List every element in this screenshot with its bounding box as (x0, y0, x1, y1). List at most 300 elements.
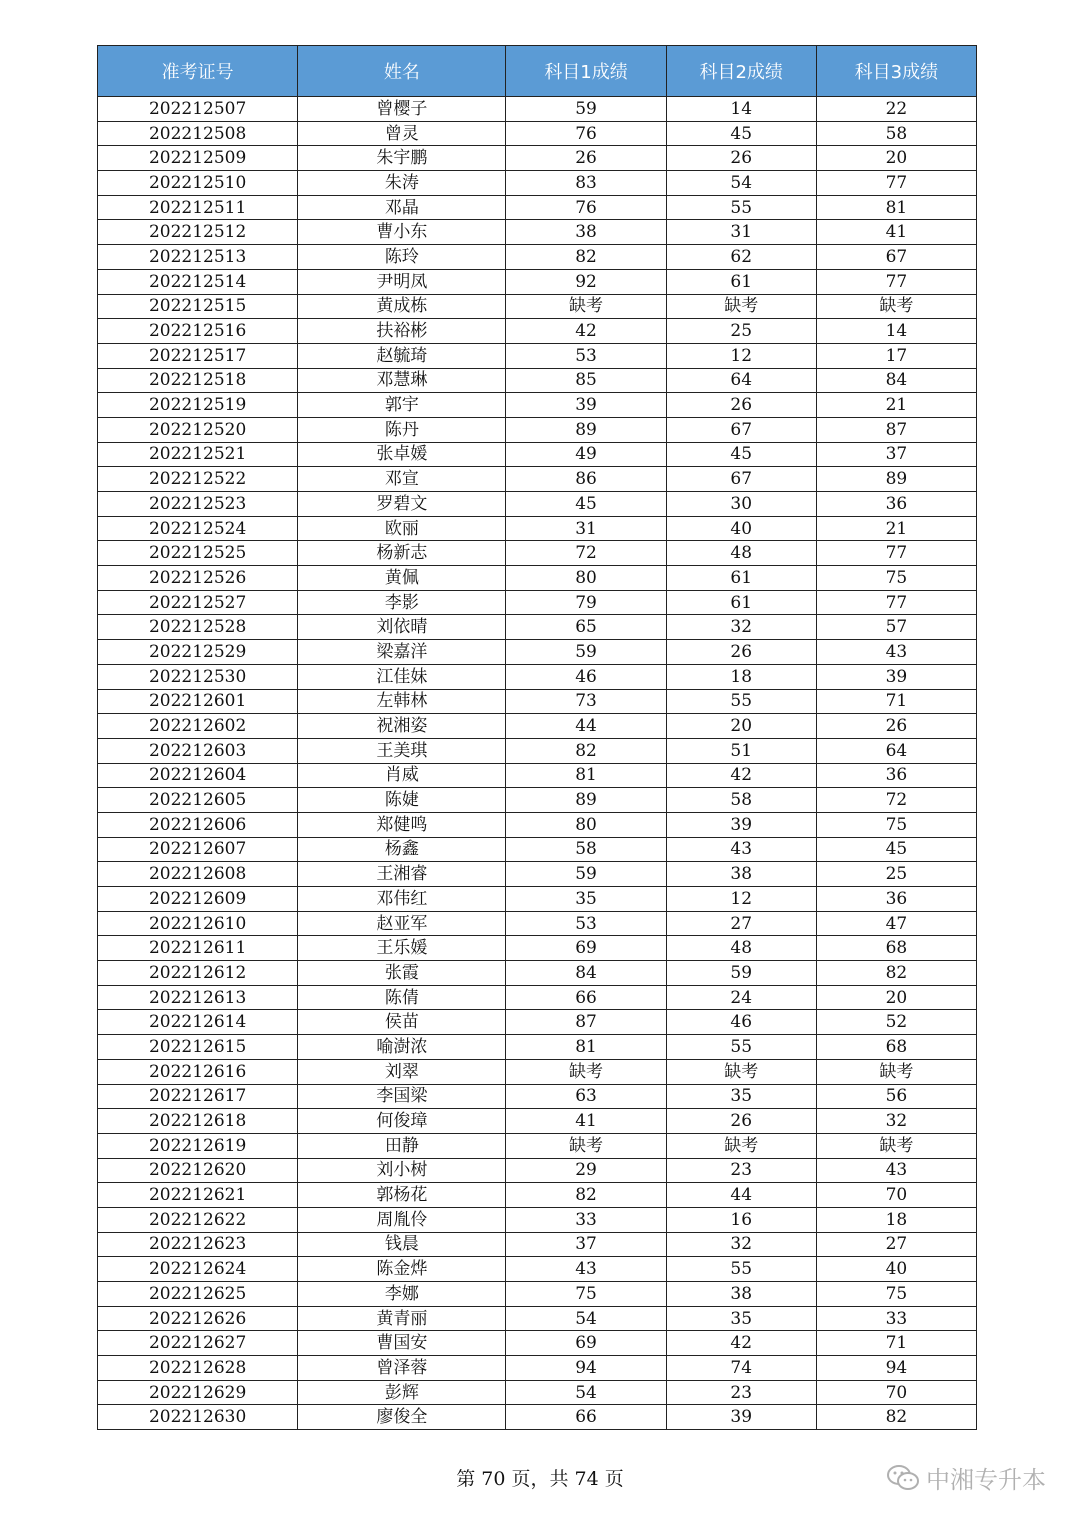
cell-subject1: 37 (506, 1232, 666, 1257)
table-row (98, 442, 977, 467)
cell-subject2: 61 (666, 590, 816, 615)
cell-subject3: 84 (816, 368, 976, 393)
cell-subject1: 79 (506, 590, 666, 615)
cell-subject1: 53 (506, 343, 666, 368)
cell-subject2: 44 (666, 1183, 816, 1208)
cell-subject2: 45 (666, 121, 816, 146)
cell-subject1: 49 (506, 442, 666, 467)
cell-name: 彭辉 (298, 1380, 506, 1405)
cell-exam-id: 202212624 (98, 1257, 298, 1282)
cell-subject3: 43 (816, 1158, 976, 1183)
cell-name: 杨新志 (298, 541, 506, 566)
table-row (98, 97, 977, 122)
table-row (98, 343, 977, 368)
cell-subject3: 21 (816, 516, 976, 541)
cell-subject2: 54 (666, 171, 816, 196)
cell-name: 王湘睿 (298, 862, 506, 887)
cell-exam-id: 202212623 (98, 1232, 298, 1257)
cell-exam-id: 202212507 (98, 97, 298, 122)
cell-name: 扶裕彬 (298, 319, 506, 344)
header-exam-id: 准考证号 (98, 46, 298, 97)
cell-subject2: 32 (666, 1232, 816, 1257)
cell-name: 尹明凤 (298, 269, 506, 294)
cell-subject3: 52 (816, 1010, 976, 1035)
cell-subject2: 74 (666, 1356, 816, 1381)
cell-subject1: 63 (506, 1084, 666, 1109)
header-subject3: 科目3成绩 (816, 46, 976, 97)
cell-exam-id: 202212518 (98, 368, 298, 393)
cell-exam-id: 202212514 (98, 269, 298, 294)
cell-subject2: 12 (666, 887, 816, 912)
cell-subject2: 14 (666, 97, 816, 122)
cell-exam-id: 202212509 (98, 146, 298, 171)
table-row (98, 664, 977, 689)
cell-subject2: 26 (666, 146, 816, 171)
cell-subject3: 33 (816, 1306, 976, 1331)
watermark-text: 中湘专升本 (926, 1466, 1046, 1494)
cell-subject3: 70 (816, 1183, 976, 1208)
cell-subject3: 64 (816, 738, 976, 763)
cell-exam-id: 202212614 (98, 1010, 298, 1035)
cell-name: 陈丹 (298, 417, 506, 442)
cell-name: 黄佩 (298, 566, 506, 591)
cell-subject2: 51 (666, 738, 816, 763)
cell-subject2: 24 (666, 985, 816, 1010)
cell-exam-id: 202212516 (98, 319, 298, 344)
cell-name: 李娜 (298, 1282, 506, 1307)
watermark (886, 1460, 1046, 1495)
cell-exam-id: 202212627 (98, 1331, 298, 1356)
cell-subject3: 82 (816, 961, 976, 986)
cell-subject2: 23 (666, 1380, 816, 1405)
cell-subject3: 71 (816, 1331, 976, 1356)
cell-subject3: 45 (816, 837, 976, 862)
cell-name: 李国梁 (298, 1084, 506, 1109)
cell-name: 王乐媛 (298, 936, 506, 961)
cell-name: 刘依晴 (298, 615, 506, 640)
cell-subject1: 59 (506, 640, 666, 665)
cell-name: 祝湘姿 (298, 714, 506, 739)
table-row (98, 516, 977, 541)
table-row (98, 911, 977, 936)
cell-exam-id: 202212612 (98, 961, 298, 986)
cell-subject3: 22 (816, 97, 976, 122)
cell-subject1: 81 (506, 763, 666, 788)
table-row (98, 492, 977, 517)
table-row (98, 1257, 977, 1282)
cell-subject2: 27 (666, 911, 816, 936)
wechat-icon (886, 1463, 920, 1493)
cell-name: 朱宇鹏 (298, 146, 506, 171)
table-row (98, 566, 977, 591)
table-row (98, 1183, 977, 1208)
cell-subject1: 84 (506, 961, 666, 986)
cell-name: 郭杨花 (298, 1183, 506, 1208)
table-row (98, 294, 977, 319)
cell-exam-id: 202212529 (98, 640, 298, 665)
cell-subject2: 缺考 (666, 294, 816, 319)
cell-name: 喻澍浓 (298, 1035, 506, 1060)
cell-subject3: 27 (816, 1232, 976, 1257)
cell-subject1: 缺考 (506, 1133, 666, 1158)
cell-subject1: 65 (506, 615, 666, 640)
cell-subject3: 36 (816, 887, 976, 912)
cell-subject3: 77 (816, 269, 976, 294)
cell-subject3: 75 (816, 812, 976, 837)
cell-subject2: 59 (666, 961, 816, 986)
table-row (98, 788, 977, 813)
cell-subject3: 36 (816, 763, 976, 788)
cell-exam-id: 202212620 (98, 1158, 298, 1183)
cell-exam-id: 202212603 (98, 738, 298, 763)
cell-subject3: 81 (816, 195, 976, 220)
cell-exam-id: 202212522 (98, 467, 298, 492)
cell-subject3: 26 (816, 714, 976, 739)
cell-name: 邓慧琳 (298, 368, 506, 393)
cell-subject3: 56 (816, 1084, 976, 1109)
table-row (98, 862, 977, 887)
table-row (98, 146, 977, 171)
table-row (98, 1035, 977, 1060)
cell-exam-id: 202212605 (98, 788, 298, 813)
cell-subject3: 77 (816, 541, 976, 566)
cell-subject3: 缺考 (816, 1133, 976, 1158)
table-row (98, 467, 977, 492)
table-row (98, 1306, 977, 1331)
cell-name: 陈金烨 (298, 1257, 506, 1282)
table-row (98, 936, 977, 961)
cell-name: 黄成栋 (298, 294, 506, 319)
cell-subject1: 80 (506, 812, 666, 837)
cell-exam-id: 202212629 (98, 1380, 298, 1405)
cell-name: 左韩林 (298, 689, 506, 714)
table-row (98, 1084, 977, 1109)
cell-exam-id: 202212512 (98, 220, 298, 245)
table-row (98, 245, 977, 270)
cell-name: 肖威 (298, 763, 506, 788)
cell-name: 曾灵 (298, 121, 506, 146)
cell-subject3: 14 (816, 319, 976, 344)
cell-subject3: 41 (816, 220, 976, 245)
cell-name: 朱涛 (298, 171, 506, 196)
cell-subject2: 26 (666, 393, 816, 418)
cell-subject2: 35 (666, 1084, 816, 1109)
cell-subject1: 82 (506, 738, 666, 763)
cell-subject1: 31 (506, 516, 666, 541)
cell-exam-id: 202212511 (98, 195, 298, 220)
cell-exam-id: 202212521 (98, 442, 298, 467)
cell-name: 曹国安 (298, 1331, 506, 1356)
cell-subject3: 68 (816, 936, 976, 961)
table-row (98, 171, 977, 196)
cell-subject2: 48 (666, 936, 816, 961)
cell-name: 黄青丽 (298, 1306, 506, 1331)
cell-exam-id: 202212616 (98, 1059, 298, 1084)
cell-exam-id: 202212520 (98, 417, 298, 442)
cell-name: 曹小东 (298, 220, 506, 245)
cell-exam-id: 202212517 (98, 343, 298, 368)
table-row (98, 1380, 977, 1405)
cell-exam-id: 202212607 (98, 837, 298, 862)
table-row (98, 615, 977, 640)
cell-name: 刘翠 (298, 1059, 506, 1084)
cell-subject3: 17 (816, 343, 976, 368)
cell-subject2: 55 (666, 1035, 816, 1060)
cell-subject2: 55 (666, 195, 816, 220)
cell-subject1: 82 (506, 245, 666, 270)
cell-subject2: 35 (666, 1306, 816, 1331)
cell-subject1: 42 (506, 319, 666, 344)
cell-exam-id: 202212528 (98, 615, 298, 640)
cell-subject2: 32 (666, 615, 816, 640)
cell-subject3: 32 (816, 1109, 976, 1134)
cell-exam-id: 202212526 (98, 566, 298, 591)
cell-exam-id: 202212515 (98, 294, 298, 319)
cell-subject1: 87 (506, 1010, 666, 1035)
cell-subject3: 68 (816, 1035, 976, 1060)
cell-name: 张霞 (298, 961, 506, 986)
cell-subject3: 75 (816, 1282, 976, 1307)
cell-exam-id: 202212608 (98, 862, 298, 887)
cell-subject2: 55 (666, 689, 816, 714)
cell-name: 陈倩 (298, 985, 506, 1010)
cell-subject2: 39 (666, 812, 816, 837)
cell-subject2: 23 (666, 1158, 816, 1183)
cell-subject3: 89 (816, 467, 976, 492)
cell-subject3: 21 (816, 393, 976, 418)
cell-subject1: 46 (506, 664, 666, 689)
table-row (98, 541, 977, 566)
cell-subject2: 30 (666, 492, 816, 517)
cell-subject2: 43 (666, 837, 816, 862)
cell-subject2: 42 (666, 1331, 816, 1356)
header-subject2: 科目2成绩 (666, 46, 816, 97)
cell-name: 廖俊全 (298, 1405, 506, 1430)
cell-subject1: 45 (506, 492, 666, 517)
table-row (98, 393, 977, 418)
cell-subject1: 33 (506, 1207, 666, 1232)
cell-exam-id: 202212618 (98, 1109, 298, 1134)
cell-name: 曾樱子 (298, 97, 506, 122)
cell-exam-id: 202212508 (98, 121, 298, 146)
cell-name: 梁嘉洋 (298, 640, 506, 665)
table-row (98, 887, 977, 912)
cell-subject1: 38 (506, 220, 666, 245)
table-row (98, 1010, 977, 1035)
cell-subject3: 94 (816, 1356, 976, 1381)
table-row (98, 1133, 977, 1158)
cell-subject2: 67 (666, 417, 816, 442)
cell-subject3: 47 (816, 911, 976, 936)
cell-subject1: 59 (506, 862, 666, 887)
cell-exam-id: 202212510 (98, 171, 298, 196)
cell-subject1: 39 (506, 393, 666, 418)
cell-name: 邓伟红 (298, 887, 506, 912)
cell-exam-id: 202212611 (98, 936, 298, 961)
cell-subject2: 40 (666, 516, 816, 541)
table-row (98, 1232, 977, 1257)
cell-subject2: 20 (666, 714, 816, 739)
cell-subject3: 25 (816, 862, 976, 887)
cell-name: 何俊璋 (298, 1109, 506, 1134)
table-row (98, 961, 977, 986)
table-row (98, 590, 977, 615)
cell-name: 欧丽 (298, 516, 506, 541)
cell-subject2: 55 (666, 1257, 816, 1282)
cell-subject1: 69 (506, 936, 666, 961)
cell-subject3: 18 (816, 1207, 976, 1232)
cell-subject2: 61 (666, 269, 816, 294)
cell-subject1: 86 (506, 467, 666, 492)
cell-subject2: 45 (666, 442, 816, 467)
cell-name: 罗碧文 (298, 492, 506, 517)
cell-name: 曾泽蓉 (298, 1356, 506, 1381)
cell-subject1: 92 (506, 269, 666, 294)
cell-subject1: 54 (506, 1380, 666, 1405)
cell-name: 钱晨 (298, 1232, 506, 1257)
cell-name: 田静 (298, 1133, 506, 1158)
table-row (98, 763, 977, 788)
cell-subject1: 26 (506, 146, 666, 171)
cell-subject2: 31 (666, 220, 816, 245)
cell-subject1: 43 (506, 1257, 666, 1282)
cell-subject3: 70 (816, 1380, 976, 1405)
cell-name: 江佳妹 (298, 664, 506, 689)
cell-subject3: 67 (816, 245, 976, 270)
cell-exam-id: 202212519 (98, 393, 298, 418)
table-row (98, 640, 977, 665)
cell-name: 李影 (298, 590, 506, 615)
cell-name: 陈婕 (298, 788, 506, 813)
cell-exam-id: 202212628 (98, 1356, 298, 1381)
cell-subject2: 26 (666, 640, 816, 665)
cell-subject3: 87 (816, 417, 976, 442)
cell-subject2: 61 (666, 566, 816, 591)
cell-subject1: 85 (506, 368, 666, 393)
cell-name: 陈玲 (298, 245, 506, 270)
cell-subject1: 54 (506, 1306, 666, 1331)
cell-exam-id: 202212604 (98, 763, 298, 788)
cell-subject1: 76 (506, 121, 666, 146)
cell-subject1: 44 (506, 714, 666, 739)
table-row (98, 1158, 977, 1183)
cell-name: 杨鑫 (298, 837, 506, 862)
cell-subject1: 41 (506, 1109, 666, 1134)
cell-subject2: 缺考 (666, 1133, 816, 1158)
cell-subject1: 83 (506, 171, 666, 196)
table-row (98, 812, 977, 837)
cell-subject1: 89 (506, 788, 666, 813)
table-row (98, 714, 977, 739)
table-row (98, 689, 977, 714)
cell-subject3: 39 (816, 664, 976, 689)
cell-name: 郭宇 (298, 393, 506, 418)
table-row (98, 319, 977, 344)
cell-subject1: 94 (506, 1356, 666, 1381)
table-row (98, 1059, 977, 1084)
cell-subject3: 72 (816, 788, 976, 813)
cell-name: 郑健鸣 (298, 812, 506, 837)
cell-subject2: 16 (666, 1207, 816, 1232)
cell-name: 王美琪 (298, 738, 506, 763)
cell-exam-id: 202212621 (98, 1183, 298, 1208)
cell-exam-id: 202212530 (98, 664, 298, 689)
cell-subject2: 38 (666, 862, 816, 887)
cell-subject3: 82 (816, 1405, 976, 1430)
table-row (98, 1109, 977, 1134)
cell-subject1: 58 (506, 837, 666, 862)
cell-subject1: 35 (506, 887, 666, 912)
table-row (98, 837, 977, 862)
cell-exam-id: 202212606 (98, 812, 298, 837)
cell-name: 张卓媛 (298, 442, 506, 467)
cell-exam-id: 202212609 (98, 887, 298, 912)
cell-subject3: 缺考 (816, 294, 976, 319)
cell-name: 邓晶 (298, 195, 506, 220)
cell-subject3: 75 (816, 566, 976, 591)
cell-subject2: 12 (666, 343, 816, 368)
table-row (98, 417, 977, 442)
cell-subject2: 26 (666, 1109, 816, 1134)
cell-subject2: 18 (666, 664, 816, 689)
table-row (98, 368, 977, 393)
score-table (97, 45, 977, 1430)
cell-subject1: 81 (506, 1035, 666, 1060)
cell-subject3: 57 (816, 615, 976, 640)
cell-subject3: 20 (816, 985, 976, 1010)
cell-subject1: 缺考 (506, 294, 666, 319)
cell-subject1: 73 (506, 689, 666, 714)
cell-subject1: 66 (506, 985, 666, 1010)
cell-exam-id: 202212617 (98, 1084, 298, 1109)
cell-subject2: 42 (666, 763, 816, 788)
cell-subject1: 53 (506, 911, 666, 936)
cell-exam-id: 202212622 (98, 1207, 298, 1232)
cell-exam-id: 202212523 (98, 492, 298, 517)
cell-name: 赵毓琦 (298, 343, 506, 368)
cell-exam-id: 202212613 (98, 985, 298, 1010)
table-row (98, 1356, 977, 1381)
cell-subject3: 36 (816, 492, 976, 517)
cell-name: 赵亚军 (298, 911, 506, 936)
table-row (98, 1207, 977, 1232)
table-row (98, 985, 977, 1010)
cell-subject2: 39 (666, 1405, 816, 1430)
cell-subject1: 29 (506, 1158, 666, 1183)
cell-exam-id: 202212525 (98, 541, 298, 566)
cell-exam-id: 202212630 (98, 1405, 298, 1430)
cell-subject3: 37 (816, 442, 976, 467)
cell-name: 刘小树 (298, 1158, 506, 1183)
cell-exam-id: 202212524 (98, 516, 298, 541)
cell-subject1: 82 (506, 1183, 666, 1208)
table-row (98, 1282, 977, 1307)
cell-exam-id: 202212615 (98, 1035, 298, 1060)
cell-subject2: 67 (666, 467, 816, 492)
cell-subject3: 58 (816, 121, 976, 146)
cell-subject2: 58 (666, 788, 816, 813)
cell-subject1: 69 (506, 1331, 666, 1356)
cell-subject1: 59 (506, 97, 666, 122)
cell-subject3: 77 (816, 171, 976, 196)
cell-name: 侯苗 (298, 1010, 506, 1035)
cell-name: 周胤伶 (298, 1207, 506, 1232)
header-subject1: 科目1成绩 (506, 46, 666, 97)
table-header-row (98, 46, 977, 97)
cell-exam-id: 202212626 (98, 1306, 298, 1331)
table-row (98, 121, 977, 146)
cell-exam-id: 202212527 (98, 590, 298, 615)
